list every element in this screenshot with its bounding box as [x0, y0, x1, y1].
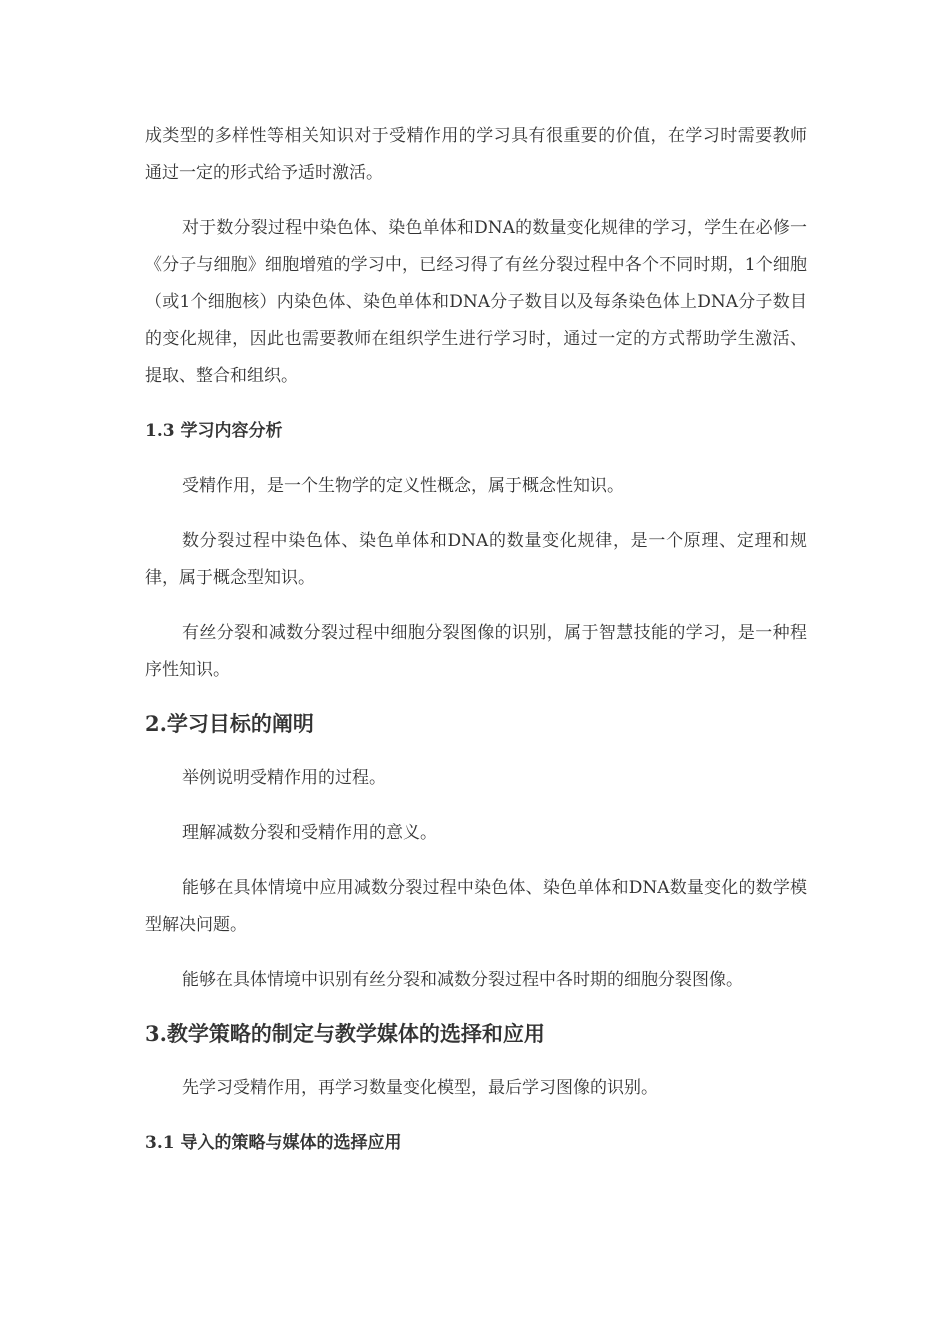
paragraph-image-recognition: 有丝分裂和减数分裂过程中细胞分裂图像的识别，属于智慧技能的学习，是一种程序性知识。	[145, 623, 807, 680]
goal-item-4: 能够在具体情境中识别有丝分裂和减数分裂过程中各时期的细胞分裂图像。	[182, 970, 743, 990]
goal-item-3: 能够在具体情境中应用减数分裂过程中染色体、染色单体和DNA数量变化的数学模型解决问题。	[145, 878, 807, 935]
paragraph-prior-knowledge: 成类型的多样性等相关知识对于受精作用的学习具有很重要的价值，在学习时需要教师通过一定的形式给予适时激活。	[145, 126, 807, 183]
paragraph-fertilization: 受精作用，是一个生物学的定义性概念，属于概念性知识。	[182, 476, 624, 496]
paragraph-meiosis-rule: 数分裂过程中染色体、染色单体和DNA的数量变化规律，是一个原理、定理和规律，属于概念型知识。	[145, 531, 807, 588]
heading-3-1: 3.1 导入的策略与媒体的选择应用	[145, 1133, 402, 1153]
document-page	[145, 118, 807, 1162]
paragraph-dna-count-learning: 对于数分裂过程中染色体、染色单体和DNA的数量变化规律的学习，学生在必修一《分子与细胞》细胞增殖的学习中，已经习得了有丝分裂过程中各个不同时期，1个细胞（或1个细胞核）内染色体、染色单体和DNA分子数目以及每条染色体上DNA分子数目的变化规律，因此也需要教师在组织学生进行学习时，通过一定的方式帮助学生激活、提取、整合和组织。	[145, 218, 807, 386]
goal-item-2: 理解减数分裂和受精作用的意义。	[182, 823, 437, 843]
heading-1-3: 1.3 学习内容分析	[145, 421, 283, 441]
heading-teaching-strategy: 3.教学策略的制定与教学媒体的选择和应用	[145, 1021, 545, 1046]
heading-learning-goals: 2.学习目标的阐明	[145, 711, 314, 736]
goal-item-1: 举例说明受精作用的过程。	[182, 768, 386, 788]
paragraph-strategy-order: 先学习受精作用，再学习数量变化模型，最后学习图像的识别。	[182, 1078, 658, 1098]
